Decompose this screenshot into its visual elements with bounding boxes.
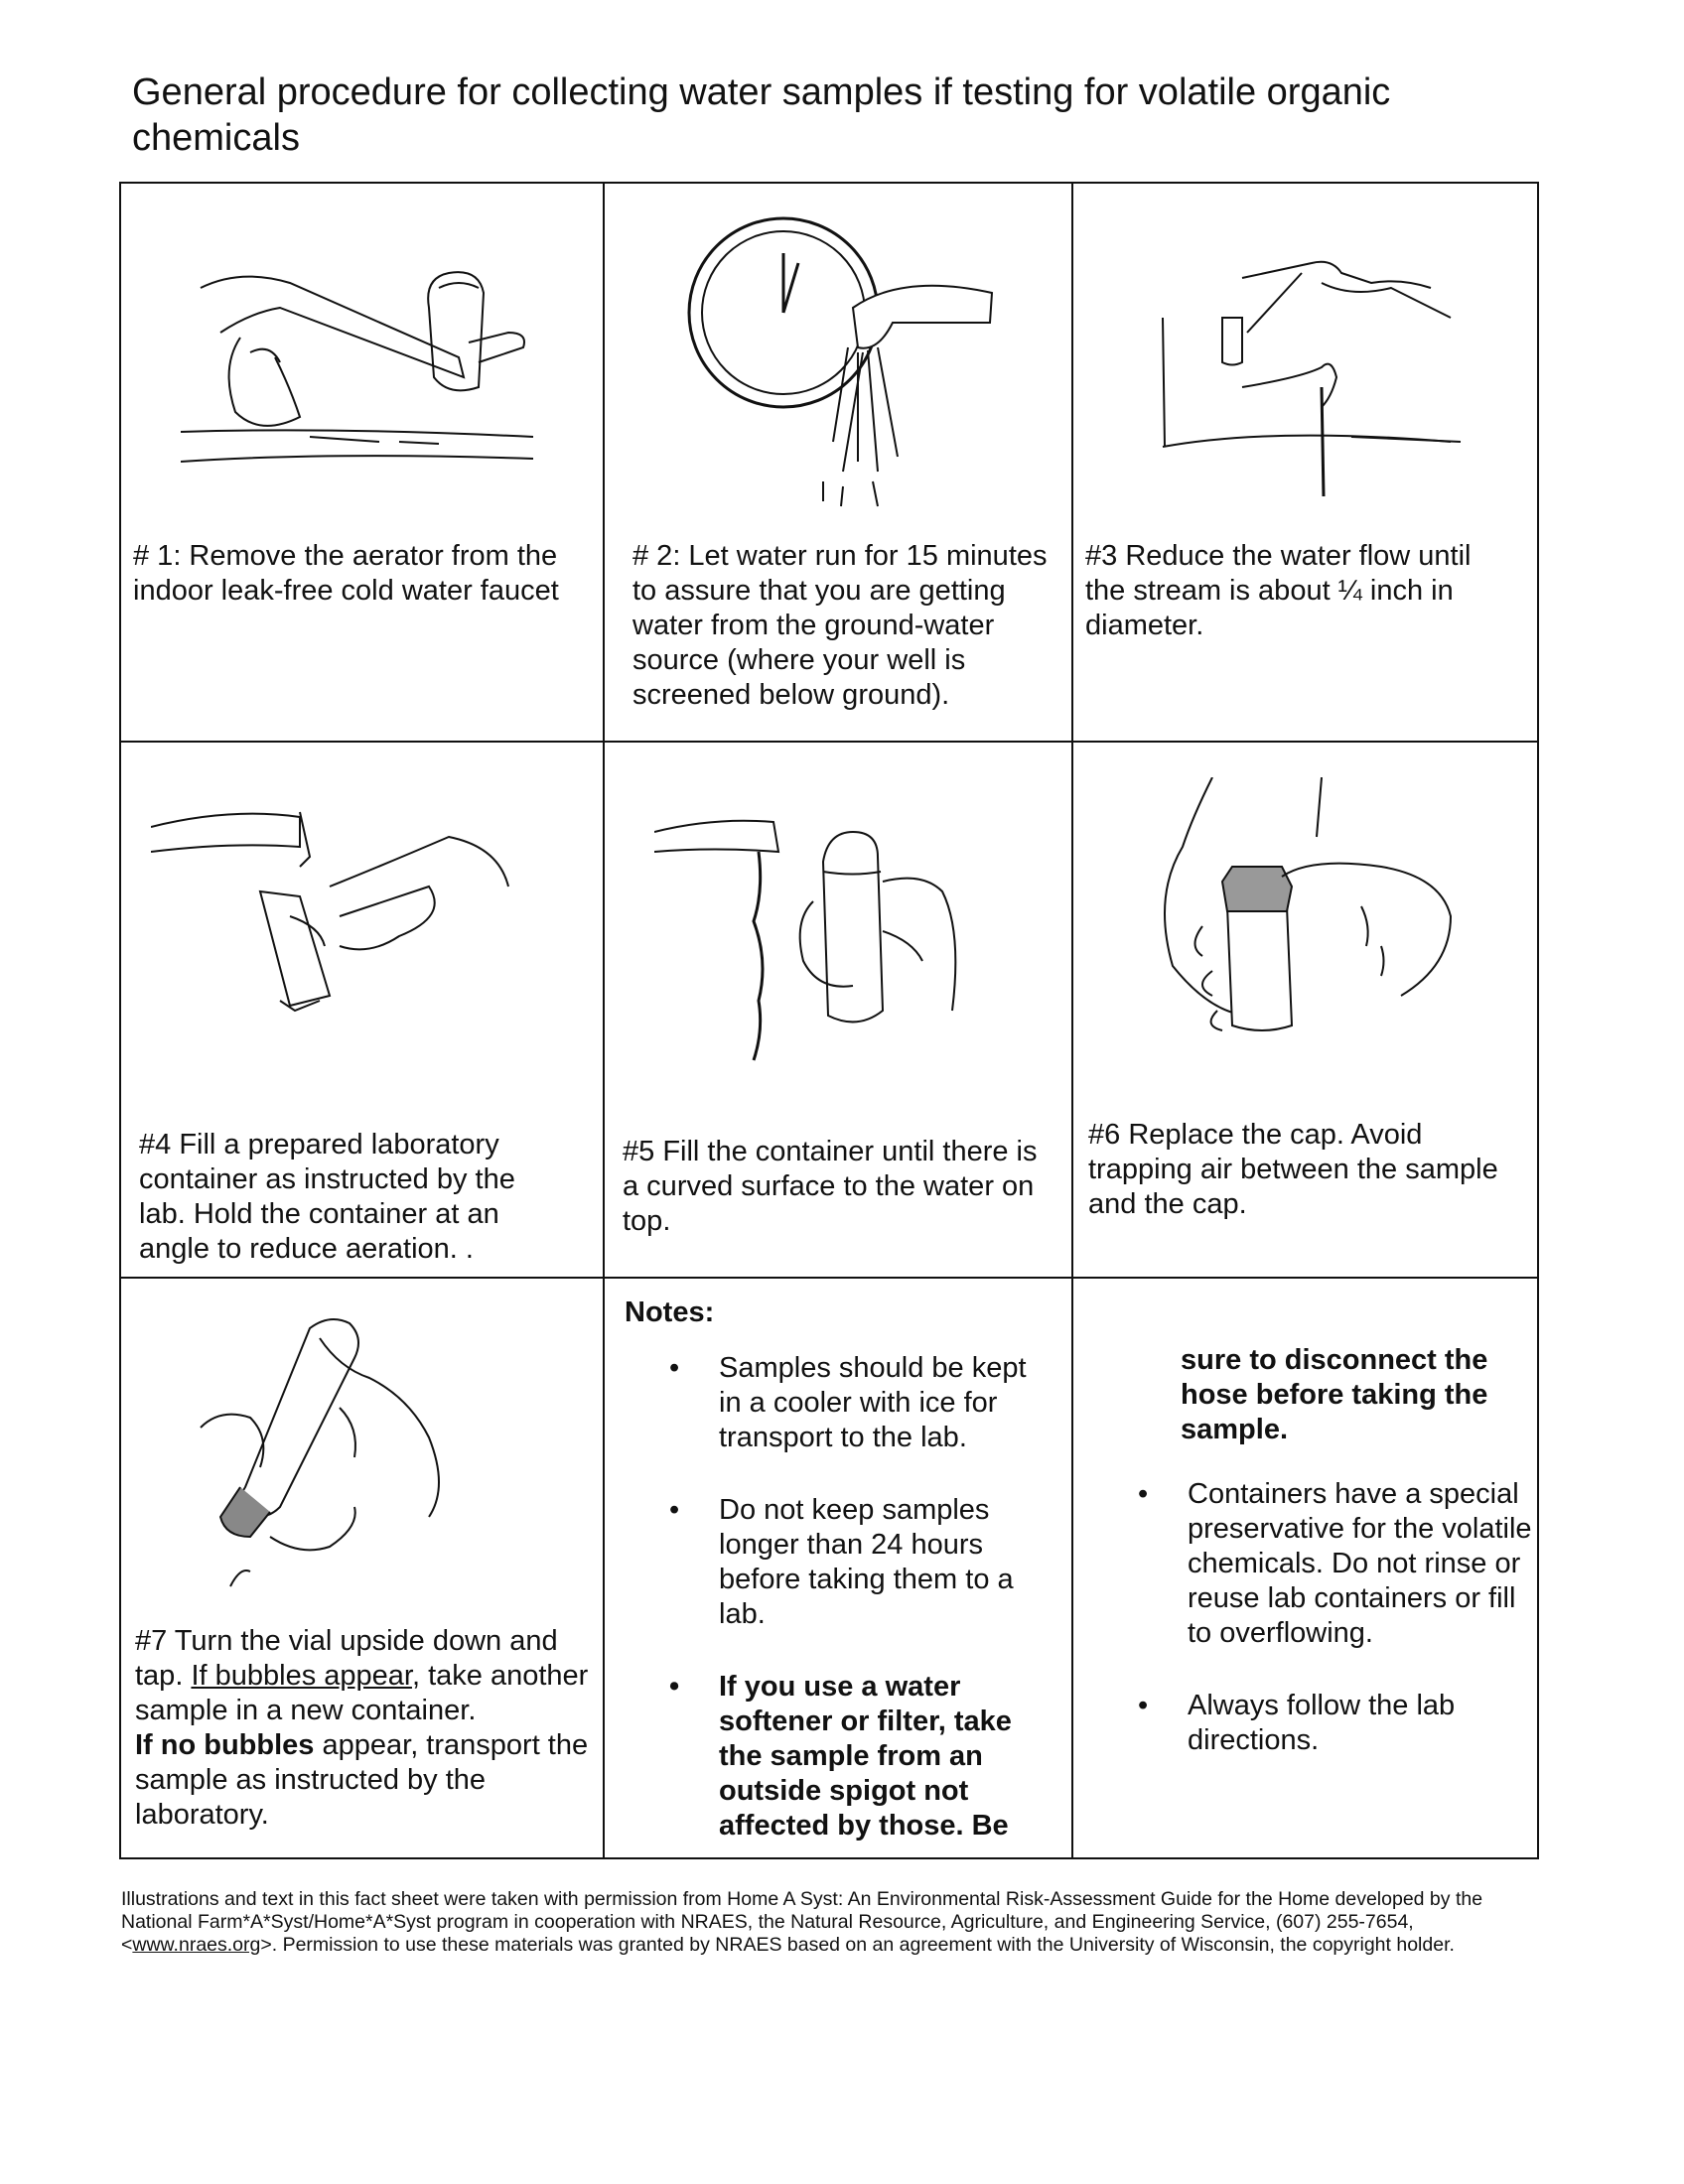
step-2-cell — [605, 184, 1073, 743]
notes-list-1 — [669, 1351, 1056, 1881]
notes-cell — [605, 1279, 1073, 1857]
bullet-icon: • — [1138, 1690, 1149, 1721]
step-4-caption: #4 Fill a prepared laboratory container as instructed by the lab. Hold the container at an angle to reduce aeration. . — [139, 1129, 515, 1265]
note-3-continued: sure to disconnect the hose before taking the sample. — [1181, 1344, 1488, 1445]
step-2-caption: # 2: Let water run for 15 minutes to assure that you are getting water from the ground-water source (where your well is screened below ground). — [632, 540, 1048, 711]
footer-credit — [121, 1888, 1531, 1957]
note-item — [1138, 1477, 1535, 1651]
note-item — [669, 1493, 1056, 1632]
reduce-flow-illustration — [1153, 258, 1471, 496]
fill-curved-surface-illustration — [654, 812, 1012, 1090]
step-3-cell — [1073, 184, 1537, 743]
bullet-icon: • — [669, 1671, 680, 1703]
note-text: If you use a water softener or filter, take the sample from an outside spigot not affected by those. Be — [719, 1671, 1012, 1842]
page-title: General procedure for collecting water samples if testing for volatile organic chemicals — [132, 71, 1391, 159]
bullet-icon: • — [669, 1494, 680, 1526]
step-5-caption: #5 Fill the container until there is a curved surface to the water on top. — [623, 1136, 1038, 1237]
remove-aerator-illustration — [181, 238, 538, 467]
step-1-caption: # 1: Remove the aerator from the indoor leak-free cold water faucet — [133, 540, 559, 607]
bullet-icon: • — [669, 1352, 680, 1384]
note-text: Always follow the lab directions. — [1188, 1690, 1456, 1756]
step-7-bubbles-appear: If bubbles appear — [191, 1660, 412, 1692]
note-item — [669, 1351, 1056, 1455]
footer-text-a: Illustrations and text in this fact sheet were taken with permission from Home A Syst: An Environmental Risk-Assessment Guide for the Home developed by the National Farm*A*Syst/Home*A*Syst program in cooperation with NRAES, the Natural Resource, Agriculture, and Engineering Service, (607) 255-7654, < — [121, 1888, 1483, 1956]
notes-heading: Notes: — [625, 1297, 715, 1328]
fill-angle-illustration — [151, 797, 548, 1055]
step-7-text-e: appear, transport the sample as instructed by the laboratory. — [135, 1729, 589, 1831]
step-7-cell — [121, 1279, 605, 1857]
step-4-cell — [121, 743, 605, 1279]
nraes-link[interactable]: www.nraes.org — [132, 1934, 261, 1956]
notes-continued-cell — [1073, 1279, 1537, 1857]
step-7-no-bubbles: If no bubbles — [135, 1729, 315, 1761]
step-7-text-c: , take another sample in a new container. — [135, 1660, 589, 1726]
step-6-cell — [1073, 743, 1537, 1279]
step-6-caption: #6 Replace the cap. Avoid trapping air between the sample and the cap. — [1088, 1119, 1498, 1220]
notes-list-2 — [1138, 1477, 1535, 1796]
clock-faucet-illustration — [674, 213, 1002, 511]
note-text: Do not keep samples longer than 24 hours before taking them to a lab. — [719, 1494, 1014, 1630]
procedure-grid — [119, 182, 1539, 1859]
note-item — [669, 1670, 1056, 1843]
note-text: Containers have a special preservative for the volatile chemicals. Do not rinse or reuse lab containers or fill to overflowing. — [1188, 1478, 1532, 1649]
tap-vial-illustration — [181, 1308, 498, 1596]
footer-text-b: >. Permission to use these materials was granted by NRAES based on an agreement with the University of Wisconsin, the copyright holder. — [260, 1934, 1455, 1956]
note-text: Samples should be kept in a cooler with ice for transport to the lab. — [719, 1352, 1027, 1453]
step-7-caption — [135, 1624, 592, 1833]
bullet-icon: • — [1138, 1478, 1149, 1510]
step-5-cell — [605, 743, 1073, 1279]
step-7-text-a: #7 Turn the vial upside down and tap. — [135, 1625, 558, 1692]
step-1-cell — [121, 184, 605, 743]
step-3-caption: #3 Reduce the water flow until the stream is about ¼ inch in diameter. — [1085, 540, 1472, 641]
replace-cap-illustration — [1133, 777, 1471, 1065]
note-item — [1138, 1689, 1535, 1758]
